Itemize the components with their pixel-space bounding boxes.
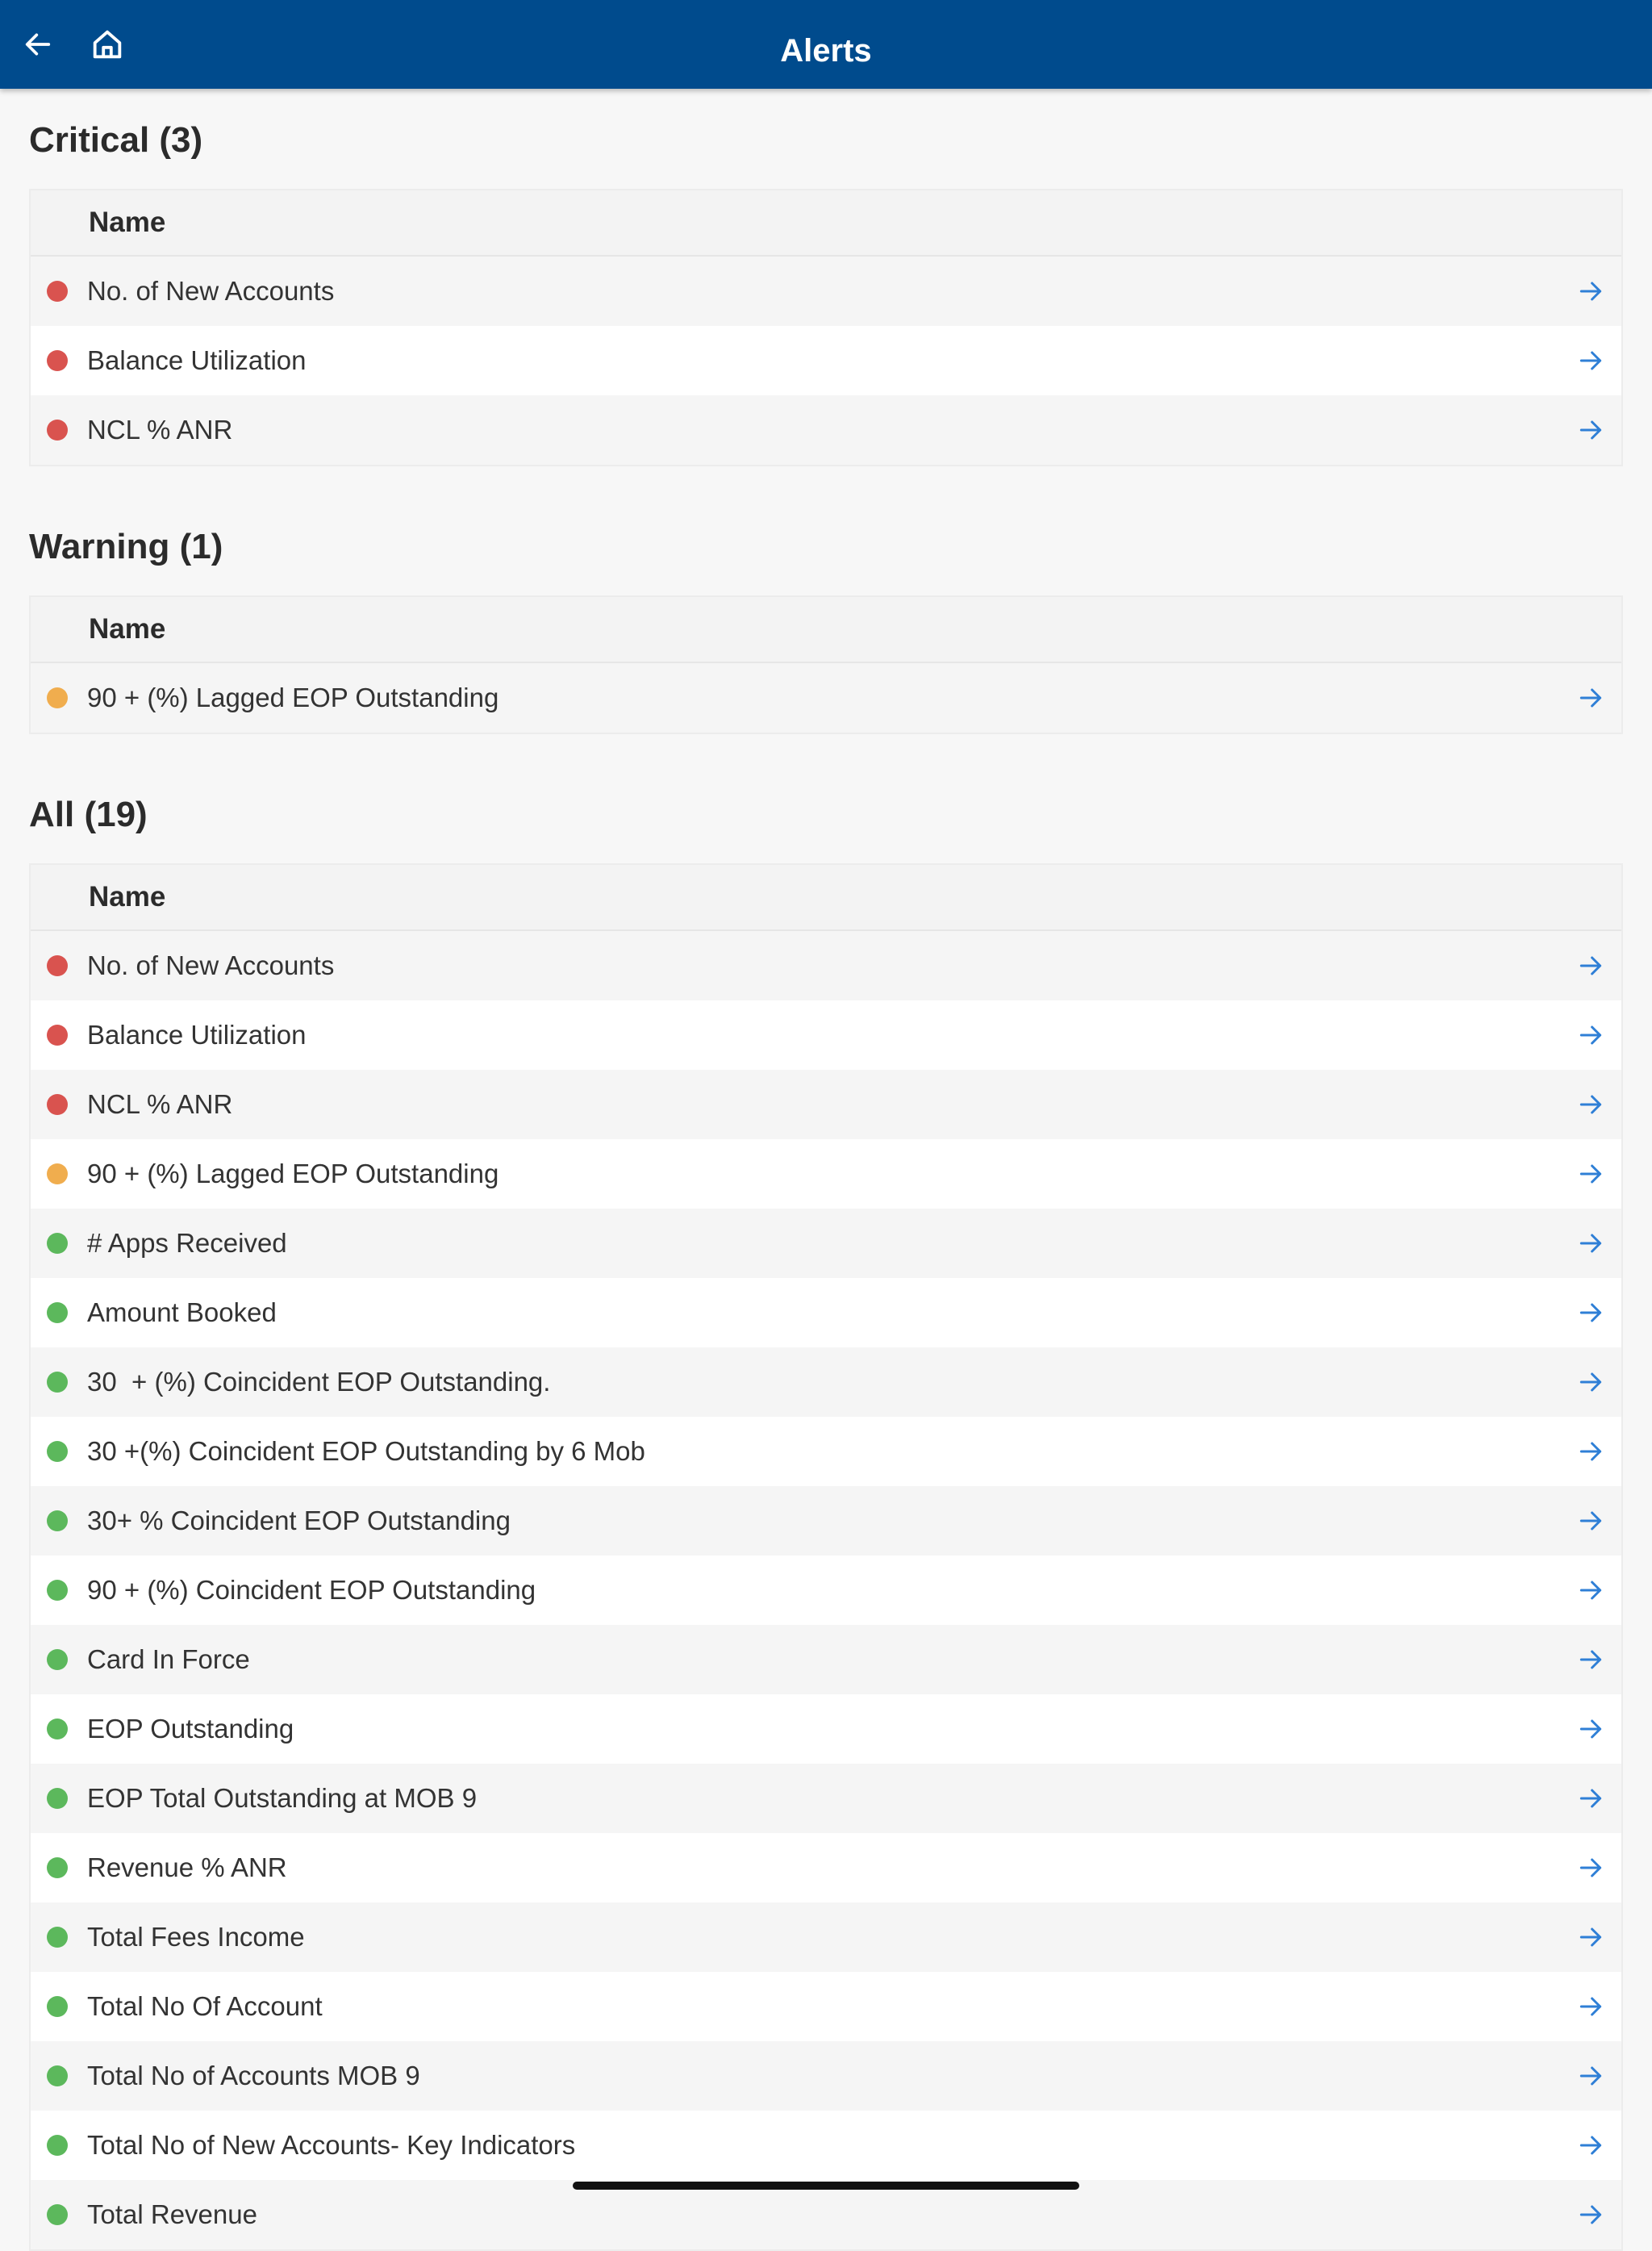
alert-name: Total No of New Accounts- Key Indicators	[87, 2130, 576, 2160]
arrow-right-icon[interactable]	[1575, 1643, 1607, 1676]
alert-name: Amount Booked	[87, 1297, 277, 1327]
status-critical-indicator	[47, 1025, 68, 1046]
alert-name: Total Revenue	[87, 2199, 257, 2229]
table-row[interactable]	[31, 1902, 1621, 1972]
arrow-right-icon[interactable]	[1575, 1088, 1607, 1121]
table-row[interactable]	[31, 1347, 1621, 1417]
status-normal-indicator	[47, 1719, 68, 1739]
status-normal-indicator	[47, 1927, 68, 1948]
table-row[interactable]	[31, 257, 1621, 326]
alerts-table-warning	[29, 595, 1623, 734]
table-header	[31, 865, 1621, 931]
arrow-right-icon[interactable]	[1575, 345, 1607, 377]
table-row[interactable]	[31, 326, 1621, 395]
table-row[interactable]	[31, 2180, 1621, 2249]
table-body	[31, 663, 1621, 733]
alerts-table-all	[29, 863, 1623, 2251]
back-button[interactable]	[16, 23, 60, 66]
table-row[interactable]	[31, 1556, 1621, 1625]
alert-name: EOP Outstanding	[87, 1714, 294, 1744]
table-body	[31, 931, 1621, 2249]
arrow-right-icon[interactable]	[1575, 1158, 1607, 1190]
table-row[interactable]	[31, 1278, 1621, 1347]
section-title-critical: Critical (3)	[29, 120, 203, 160]
table-header	[31, 190, 1621, 257]
table-row[interactable]	[31, 663, 1621, 733]
alert-name: Revenue % ANR	[87, 1852, 287, 1882]
arrow-right-icon[interactable]	[1575, 1505, 1607, 1537]
arrow-right-icon[interactable]	[1575, 2199, 1607, 2231]
arrow-right-icon[interactable]	[1575, 2060, 1607, 2092]
arrow-right-icon[interactable]	[1575, 1990, 1607, 2023]
table-row[interactable]	[31, 1139, 1621, 1209]
alert-name: 30 + (%) Coincident EOP Outstanding.	[87, 1367, 551, 1397]
status-critical-indicator	[47, 955, 68, 976]
table-body	[31, 257, 1621, 465]
status-normal-indicator	[47, 1372, 68, 1393]
alert-name: No. of New Accounts	[87, 276, 335, 306]
table-row[interactable]	[31, 1625, 1621, 1694]
status-normal-indicator	[47, 2065, 68, 2086]
arrow-right-icon[interactable]	[1575, 1227, 1607, 1259]
table-row[interactable]	[31, 395, 1621, 465]
alert-name: 90 + (%) Lagged EOP Outstanding	[87, 1159, 499, 1188]
section-title-all: All (19)	[29, 795, 148, 834]
column-header-name: Name	[89, 881, 166, 913]
arrow-right-icon[interactable]	[1575, 1921, 1607, 1953]
arrow-right-icon[interactable]	[1575, 1713, 1607, 1745]
status-critical-indicator	[47, 350, 68, 371]
status-normal-indicator	[47, 1510, 68, 1531]
alerts-content	[0, 89, 1652, 2251]
table-row[interactable]	[31, 1417, 1621, 1486]
alert-name: 90 + (%) Coincident EOP Outstanding	[87, 1575, 536, 1605]
page-title: Alerts	[780, 33, 872, 69]
home-button[interactable]	[86, 23, 129, 66]
status-normal-indicator	[47, 1441, 68, 1462]
table-row[interactable]	[31, 1972, 1621, 2041]
status-normal-indicator	[47, 1788, 68, 1809]
home-indicator-bar	[573, 2182, 1079, 2190]
arrow-right-icon[interactable]	[1575, 1574, 1607, 1606]
table-row[interactable]	[31, 1833, 1621, 1902]
alert-name: Balance Utilization	[87, 1020, 307, 1050]
arrow-right-icon[interactable]	[1575, 414, 1607, 446]
alert-name: 90 + (%) Lagged EOP Outstanding	[87, 683, 499, 712]
alert-name: EOP Total Outstanding at MOB 9	[87, 1783, 478, 1813]
arrow-right-icon[interactable]	[1575, 1019, 1607, 1051]
status-normal-indicator	[47, 1996, 68, 2017]
status-normal-indicator	[47, 2204, 68, 2225]
table-row[interactable]	[31, 1694, 1621, 1764]
status-warning-indicator	[47, 687, 68, 708]
table-row[interactable]	[31, 931, 1621, 1000]
alert-name: Total No of Accounts MOB 9	[87, 2061, 420, 2090]
app-header	[0, 0, 1652, 89]
arrow-right-icon[interactable]	[1575, 950, 1607, 982]
column-header-name: Name	[89, 613, 166, 645]
table-row[interactable]	[31, 1486, 1621, 1556]
alert-name: Balance Utilization	[87, 345, 307, 375]
arrow-right-icon[interactable]	[1575, 1782, 1607, 1815]
table-row[interactable]	[31, 1070, 1621, 1139]
column-header-name: Name	[89, 207, 166, 238]
arrow-right-icon[interactable]	[1575, 1366, 1607, 1398]
status-critical-indicator	[47, 281, 68, 302]
status-critical-indicator	[47, 420, 68, 441]
home-icon	[89, 26, 126, 63]
alert-name: Total Fees Income	[87, 1922, 305, 1952]
status-normal-indicator	[47, 1233, 68, 1254]
alert-name: 30 +(%) Coincident EOP Outstanding by 6 Mob	[87, 1436, 645, 1466]
arrow-right-icon[interactable]	[1575, 2129, 1607, 2161]
arrow-right-icon[interactable]	[1575, 1852, 1607, 1884]
section-spacer	[0, 466, 1652, 495]
status-normal-indicator	[47, 1580, 68, 1601]
alert-name: NCL % ANR	[87, 1089, 233, 1119]
arrow-right-icon[interactable]	[1575, 275, 1607, 307]
section-title-warning: Warning (1)	[29, 527, 223, 566]
alerts-table-critical	[29, 189, 1623, 466]
status-normal-indicator	[47, 1857, 68, 1878]
table-row[interactable]	[31, 1000, 1621, 1070]
alert-name: # Apps Received	[87, 1228, 287, 1258]
status-normal-indicator	[47, 2135, 68, 2156]
alert-name: No. of New Accounts	[87, 950, 335, 980]
table-row[interactable]	[31, 2111, 1621, 2180]
arrow-right-icon[interactable]	[1575, 1297, 1607, 1329]
arrow-right-icon[interactable]	[1575, 682, 1607, 714]
table-row[interactable]	[31, 1764, 1621, 1833]
arrow-left-icon	[22, 28, 54, 61]
status-normal-indicator	[47, 1649, 68, 1670]
status-critical-indicator	[47, 1094, 68, 1115]
section-spacer	[0, 734, 1652, 763]
status-warning-indicator	[47, 1163, 68, 1184]
alert-name: NCL % ANR	[87, 415, 233, 445]
table-row[interactable]	[31, 2041, 1621, 2111]
table-row[interactable]	[31, 1209, 1621, 1278]
status-normal-indicator	[47, 1302, 68, 1323]
alert-name: Card In Force	[87, 1644, 250, 1674]
table-header	[31, 597, 1621, 663]
arrow-right-icon[interactable]	[1575, 1435, 1607, 1468]
alert-name: Total No Of Account	[87, 1991, 323, 2021]
alert-name: 30+ % Coincident EOP Outstanding	[87, 1506, 511, 1535]
